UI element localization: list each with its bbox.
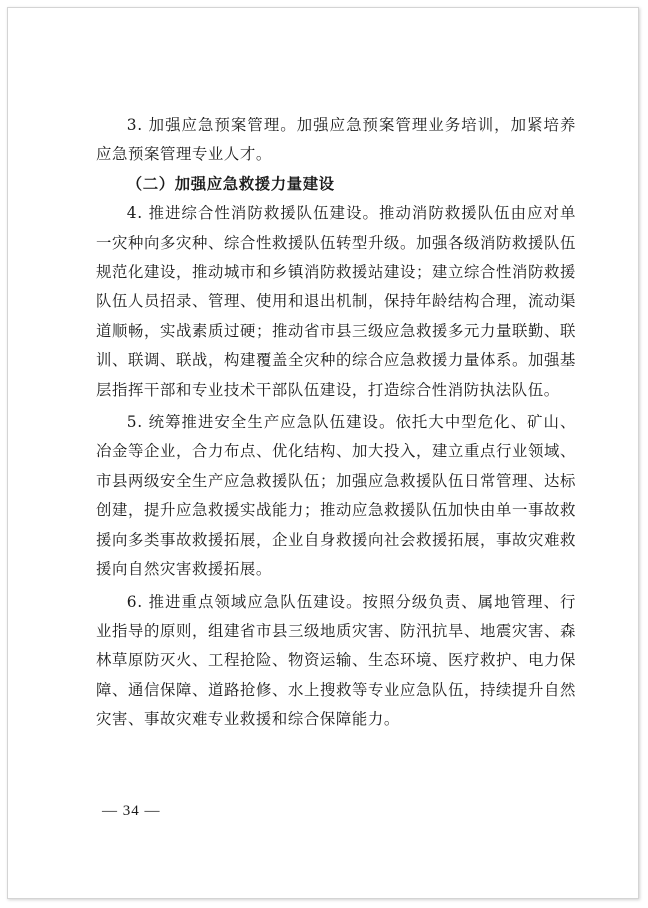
document-body (96, 111, 576, 735)
section-heading: （二）加强应急救援力量建设 (126, 174, 335, 193)
paragraph-3: 3. 加强应急预案管理。加强应急预案管理业务培训，加紧培养应急预案管理专业人才。 (96, 116, 576, 164)
paragraph-4: 4. 推进综合性消防救援队伍建设。推动消防救援队伍由应对单一灾种向多灾种、综合性救援队伍转型升级。加强各级消防救援队伍规范化建设，推动城市和乡镇消防救援站建设；建立综合性消防救援队伍人员招录、管理、使用和退出机制，保持年龄结构合理，流动渠道顺畅，实战素质过硬；推动省市县三级应急救援多元力量联勤、联训、联调、联战，构建覆盖全灾种的综合应急救援力量体系。加强基层指挥干部和专业技术干部队伍建设，打造综合性消防执法队伍。 (96, 204, 576, 399)
paragraph-5: 5. 统筹推进安全生产应急队伍建设。依托大中型危化、矿山、冶金等企业，合力布点、优化结构、加大投入，建立重点行业领域、市县两级安全生产应急救援队伍；加强应急救援队伍日常管理、达标创建，提升应急救援实战能力；推动应急救援队伍加快由单一事故救援向多类事故救援拓展，企业自身救援向社会救援拓展，事故灾难救援向自然灾害救援拓展。 (96, 413, 576, 579)
page-number: — 34 — (102, 803, 161, 819)
paragraph-6: 6. 推进重点领域应急队伍建设。按照分级负责、属地管理、行业指导的原则，组建省市县三级地质灾害、防汛抗旱、地震灾害、森林草原防灭火、工程抢险、物资运输、生态环境、医疗救护、电力保障、通信保障、道路抢修、水上搜救等专业应急队伍，持续提升自然灾害、事故灾难专业救援和综合保障能力。 (96, 592, 576, 729)
